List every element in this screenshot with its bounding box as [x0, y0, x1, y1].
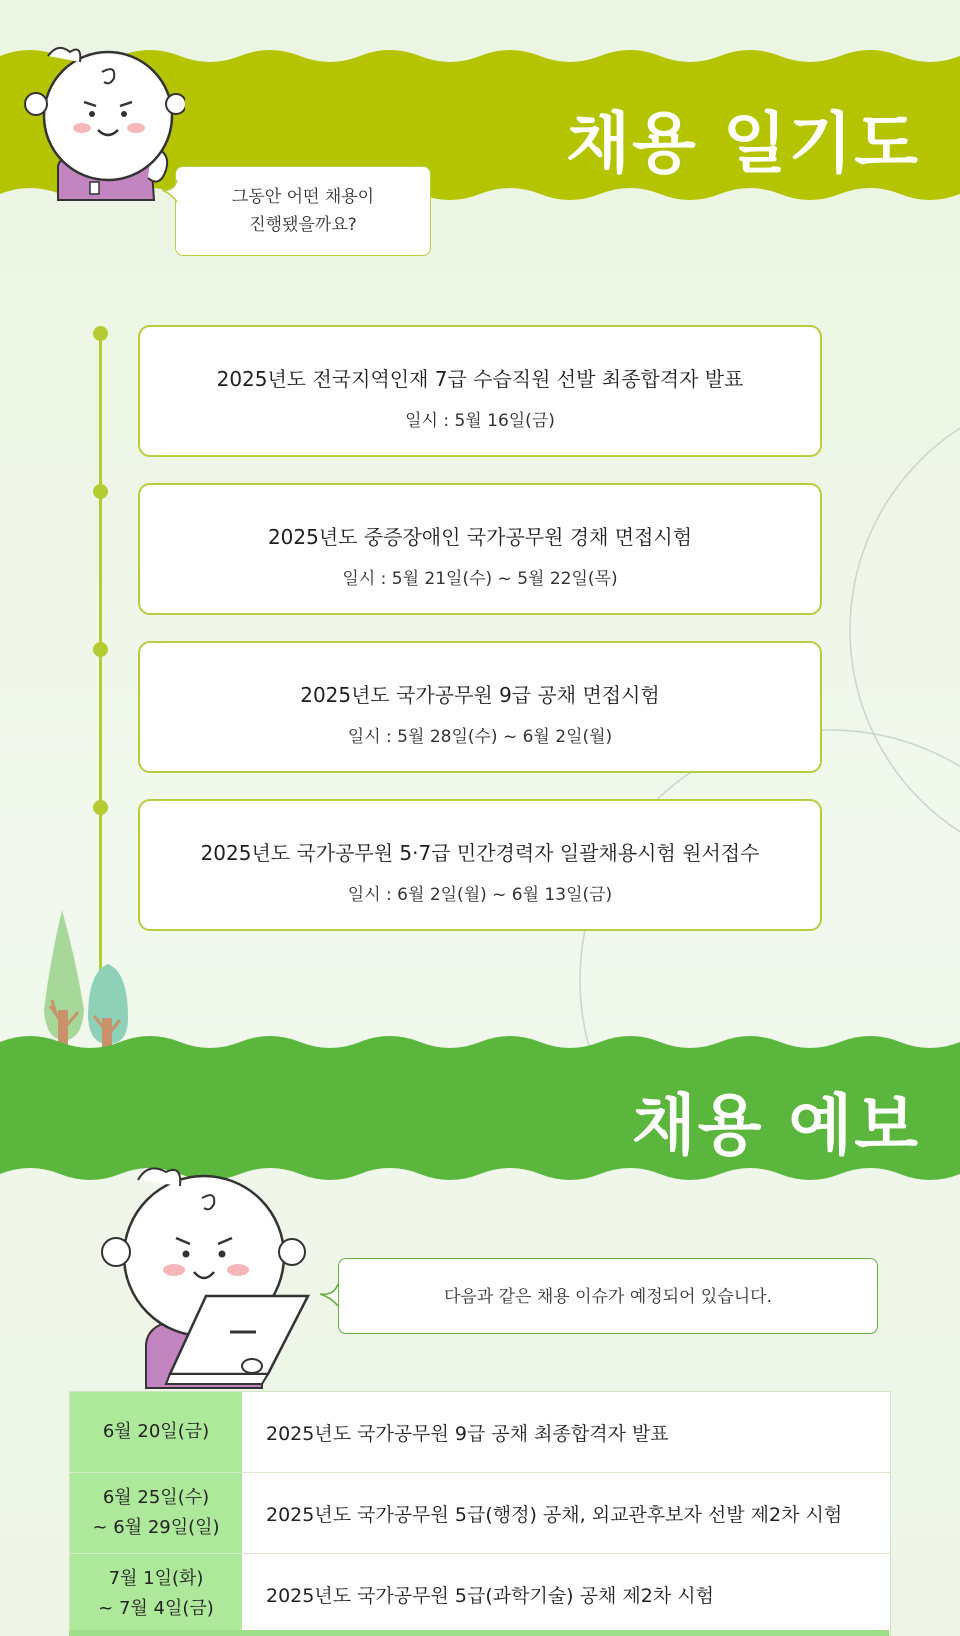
timeline-dot — [93, 642, 108, 657]
table-row — [70, 1473, 890, 1554]
diary-speech-bubble — [175, 166, 431, 256]
row-date: 6월 25일(수) ~ 6월 29일(일) — [70, 1473, 242, 1553]
forecast-title: 채용 예보 — [631, 1087, 920, 1164]
diary-card — [138, 641, 822, 773]
table-row — [70, 1392, 890, 1473]
bubble-tail — [318, 1282, 340, 1308]
mascot-laptop-icon — [90, 1156, 320, 1391]
row-event: 2025년도 국가공무원 9급 공채 최종합격자 발표 — [242, 1392, 890, 1472]
bubble-line-2: 진행됐을까요? — [249, 215, 357, 235]
timeline-dot — [93, 484, 108, 499]
card-date: 일시 : 5월 16일(금) — [405, 411, 555, 431]
card-title: 2025년도 국가공무원 9급 공채 면접시험 — [300, 683, 660, 707]
table-footer-bar — [69, 1630, 889, 1636]
forecast-bubble-text: 다음과 같은 채용 이슈가 예정되어 있습니다. — [443, 1287, 773, 1307]
card-date: 일시 : 5월 21일(수) ~ 5월 22일(목) — [342, 569, 618, 589]
card-title: 2025년도 전국지역인재 7급 수습직원 선발 최종합격자 발표 — [216, 367, 744, 391]
diary-card — [138, 483, 822, 615]
card-date: 일시 : 5월 28일(수) ~ 6월 2일(월) — [347, 727, 613, 747]
card-title: 2025년도 중증장애인 국가공무원 경채 면접시험 — [267, 525, 693, 549]
diary-card — [138, 325, 822, 457]
row-date: 6월 20일(금) — [70, 1392, 242, 1472]
row-event: 2025년도 국가공무원 5급(행정) 공채, 외교관후보자 선발 제2차 시험 — [242, 1473, 890, 1553]
row-event: 2025년도 국가공무원 5급(과학기술) 공채 제2차 시험 — [242, 1554, 890, 1634]
timeline-dot — [93, 326, 108, 341]
diary-title: 채용 일기도 — [566, 105, 920, 182]
diary-card — [138, 799, 822, 931]
card-title: 2025년도 국가공무원 5·7급 민간경력자 일괄채용시험 원서접수 — [200, 841, 760, 865]
timeline-dot — [93, 800, 108, 815]
table-row — [70, 1554, 890, 1635]
row-date: 7월 1일(화) ~ 7월 4일(금) — [70, 1554, 242, 1634]
bubble-tail — [160, 178, 180, 204]
forecast-table — [69, 1391, 891, 1636]
bubble-line-1: 그동안 어떤 채용이 — [231, 187, 375, 207]
card-date: 일시 : 6월 2일(월) ~ 6월 13일(금) — [347, 885, 613, 905]
forecast-speech-bubble — [338, 1258, 878, 1334]
mascot-waving-icon — [10, 38, 185, 208]
